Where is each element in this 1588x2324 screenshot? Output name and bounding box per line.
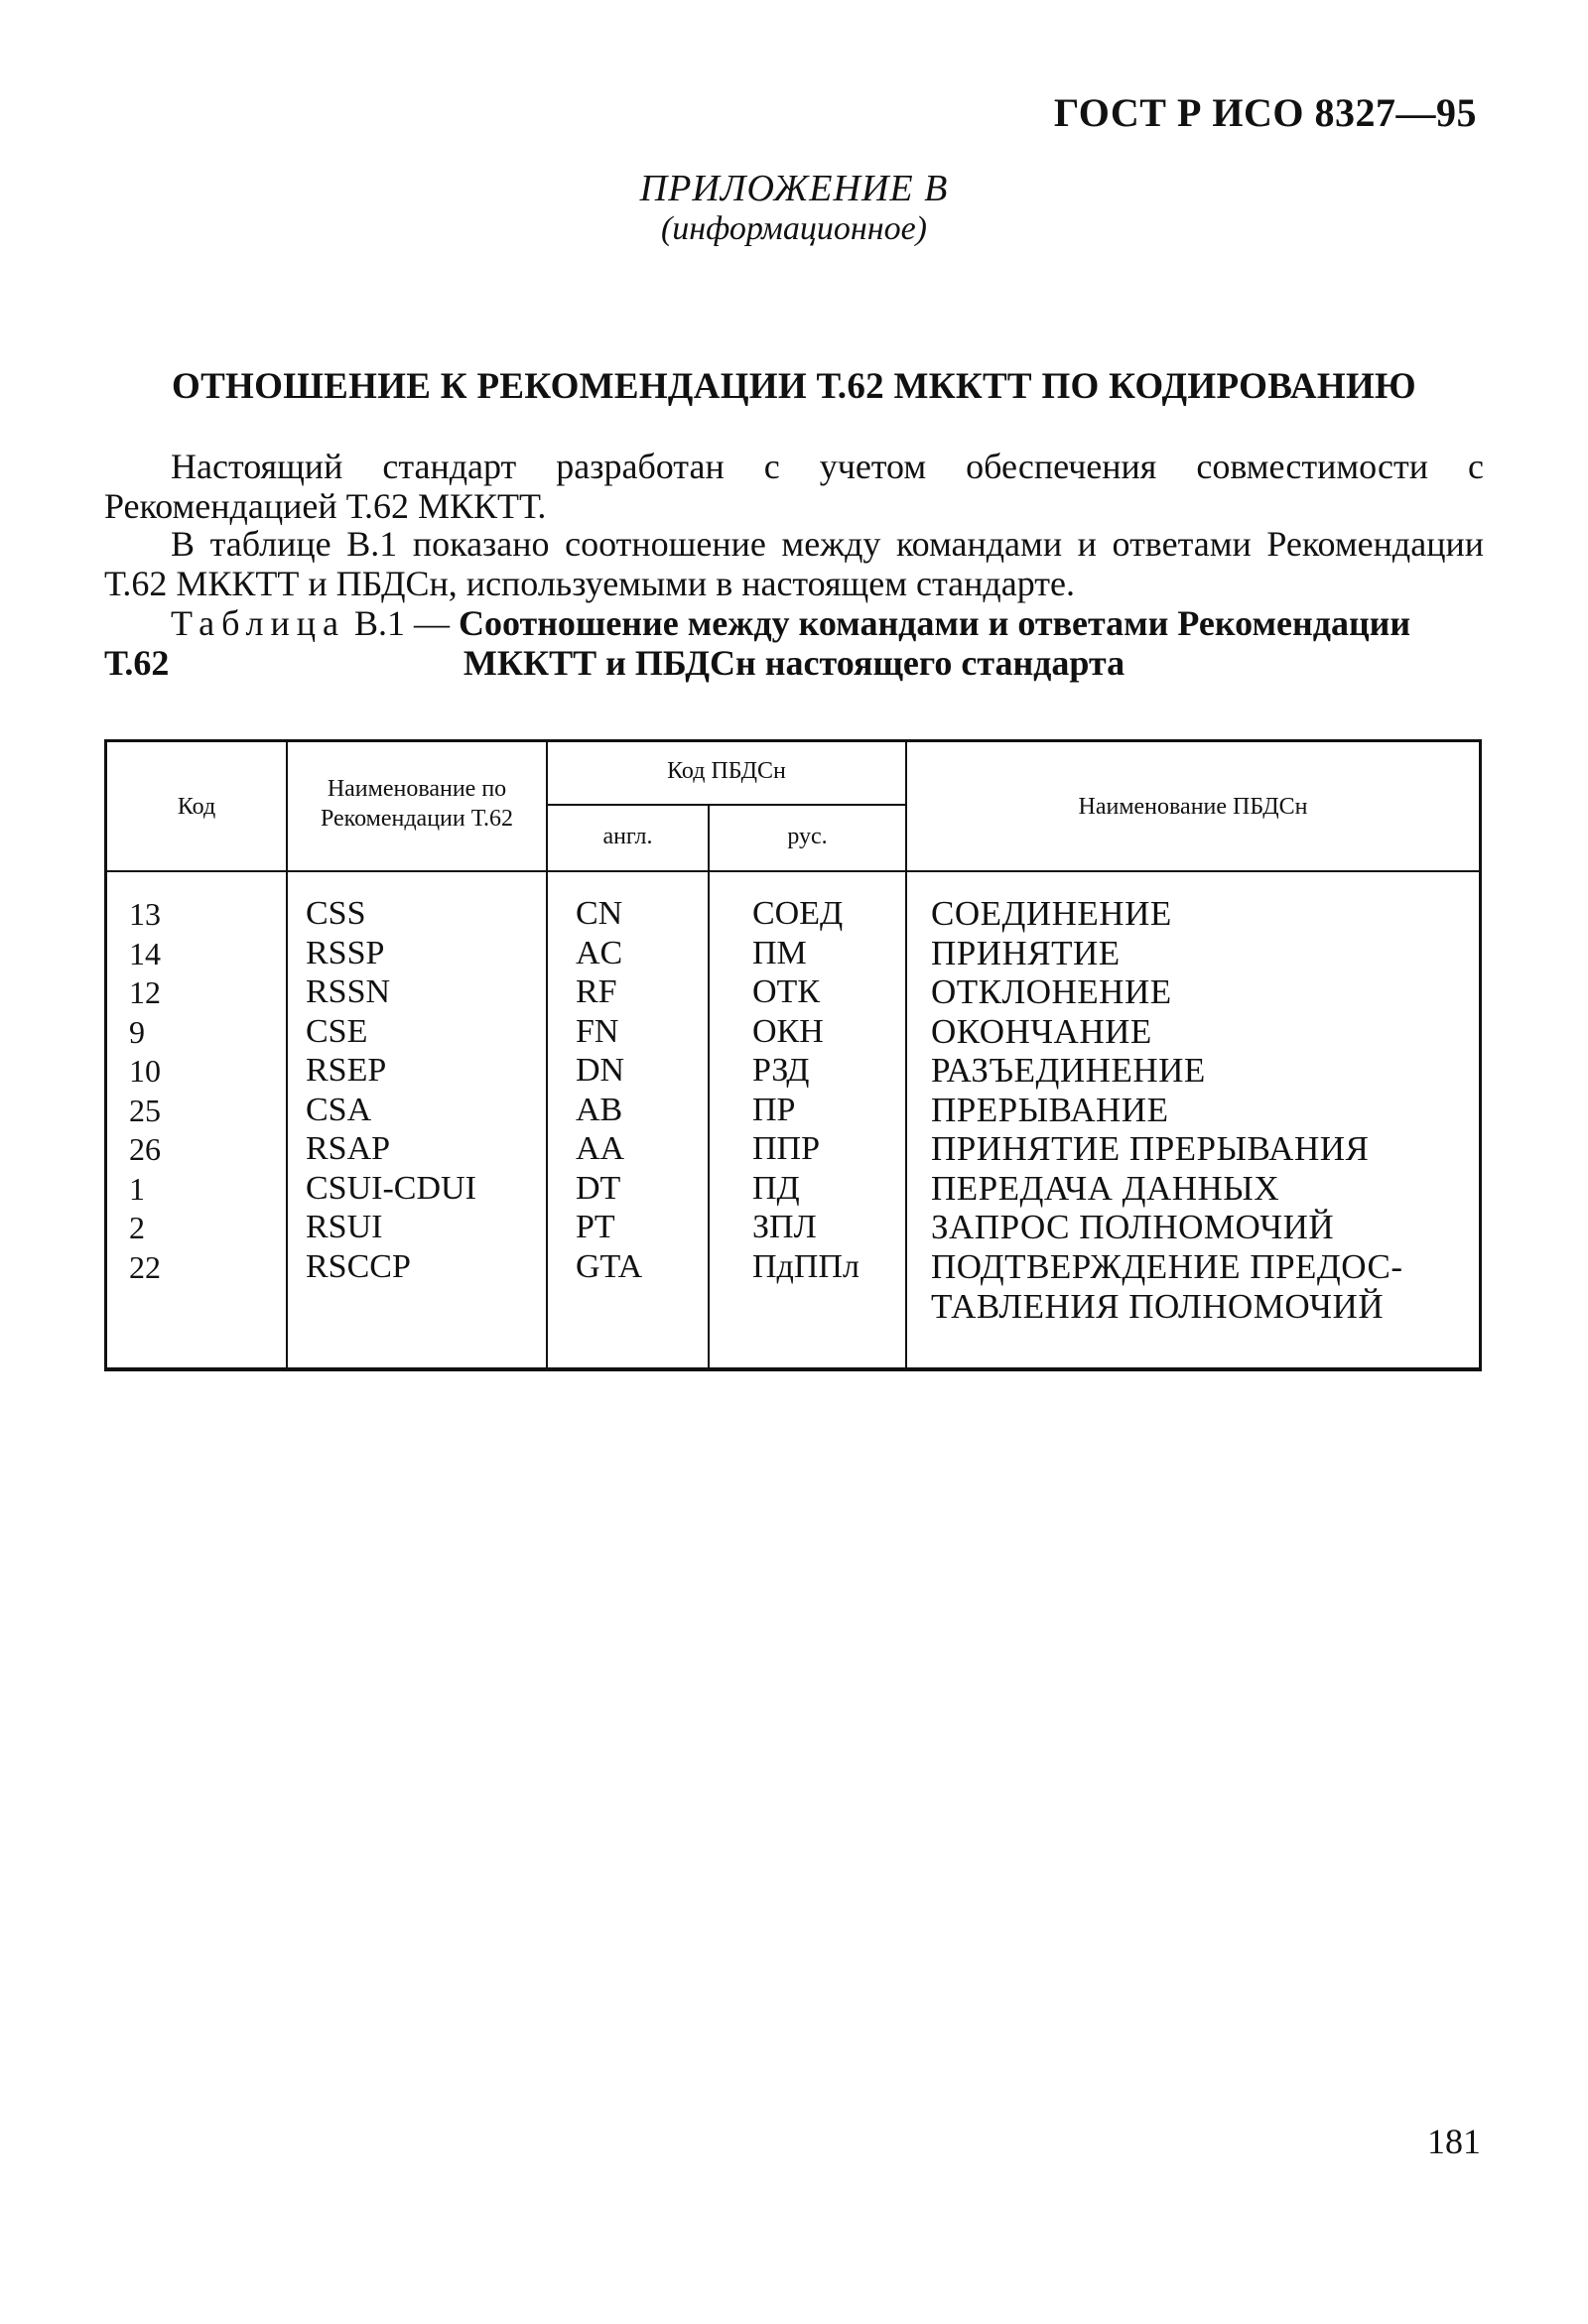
cell-ru: ОТК bbox=[752, 973, 820, 1010]
cell-ru: ППР bbox=[752, 1130, 821, 1167]
table-row bbox=[107, 972, 1479, 1012]
page-number: 181 bbox=[1427, 2122, 1481, 2161]
cell-t62: RSAP bbox=[306, 1130, 391, 1167]
cell-en: DT bbox=[576, 1169, 621, 1207]
table-row bbox=[107, 1169, 1479, 1209]
cell-en: CN bbox=[576, 895, 623, 932]
header-ru: рус. bbox=[787, 824, 828, 849]
cell-t62: RSCCP bbox=[306, 1247, 411, 1285]
table-row bbox=[107, 1129, 1479, 1169]
table-row bbox=[107, 1012, 1479, 1052]
cell-t62: RSUI bbox=[306, 1209, 383, 1245]
table-row bbox=[107, 894, 1479, 934]
paragraph-1: Настоящий стандарт разработан с учетом обеспечения совместимости с Рекомендацией Т.62 МККТТ. bbox=[104, 447, 1484, 526]
cell-name: ОТКЛОНЕНИЕ bbox=[931, 972, 1172, 1011]
cell-ru: СОЕД bbox=[752, 895, 844, 932]
cell-t62: CSA bbox=[306, 1091, 372, 1128]
table-caption-title: Соотношение между командами и ответами Рекомендации Т.62 bbox=[104, 603, 1411, 683]
header-sub-divider bbox=[546, 804, 905, 806]
cell-t62: CSE bbox=[306, 1012, 368, 1050]
cell-t62: RSEP bbox=[306, 1052, 387, 1089]
main-title: ОТНОШЕНИЕ К РЕКОМЕНДАЦИИ Т.62 МККТТ ПО КОДИРОВАНИЮ bbox=[171, 366, 1416, 407]
cell-en: AB bbox=[576, 1091, 623, 1128]
table-caption-number: В.1 — bbox=[344, 603, 459, 643]
cell-name: ПРИНЯТИЕ ПРЕРЫВАНИЯ bbox=[931, 1129, 1370, 1168]
table-caption-line2: МККТТ и ПБДСн настоящего стандарта bbox=[463, 643, 1125, 683]
cell-ru: ЗПЛ bbox=[752, 1209, 817, 1245]
table-caption-label: Таблица bbox=[171, 603, 345, 643]
cell-code: 1 bbox=[129, 1170, 145, 1207]
cell-name: ЗАПРОС ПОЛНОМОЧИЙ bbox=[931, 1208, 1335, 1246]
cell-ru: ПР bbox=[752, 1091, 796, 1128]
header-pbdsn-name: Наименование ПБДСн bbox=[1078, 794, 1308, 820]
cell-name: ОКОНЧАНИЕ bbox=[931, 1011, 1152, 1051]
cell-code: 2 bbox=[129, 1210, 145, 1245]
table-row bbox=[107, 1091, 1479, 1130]
cell-t62: RSSP bbox=[306, 934, 385, 971]
cell-code: 10 bbox=[129, 1053, 161, 1089]
cell-name: ПОДТВЕРЖДЕНИЕ ПРЕДОС-ТАВЛЕНИЯ ПОЛНОМОЧИЙ bbox=[931, 1246, 1403, 1326]
cell-name: ПРЕРЫВАНИЕ bbox=[931, 1090, 1169, 1129]
table-row bbox=[107, 1247, 1479, 1327]
cell-code: 9 bbox=[129, 1013, 145, 1050]
cell-ru: РЗД bbox=[752, 1052, 810, 1089]
paragraph-2: В таблице В.1 показано соотношение между командами и ответами Рекомендации Т.62 МККТТ и ПБДСн, используемыми в настоящем стандарте. bbox=[104, 524, 1484, 603]
cell-t62: CSUI-CDUI bbox=[306, 1169, 476, 1207]
cell-ru: ОКН bbox=[752, 1012, 824, 1050]
header-en: англ. bbox=[602, 824, 653, 849]
table-rows bbox=[107, 894, 1479, 1327]
cell-en: RF bbox=[576, 973, 617, 1010]
cell-code: 22 bbox=[129, 1248, 161, 1285]
cell-name: РАЗЪЕДИНЕНИЕ bbox=[931, 1051, 1206, 1090]
header-code: Код bbox=[177, 794, 216, 820]
table-row bbox=[107, 1051, 1479, 1091]
cell-name: ПРИНЯТИЕ bbox=[931, 933, 1121, 972]
cell-en: DN bbox=[576, 1052, 625, 1089]
cell-en: AA bbox=[576, 1130, 625, 1167]
cell-en: PT bbox=[576, 1209, 615, 1245]
header-pbdsn-code: Код ПБДСн bbox=[667, 758, 786, 784]
cell-code: 13 bbox=[129, 896, 161, 932]
cell-code: 14 bbox=[129, 935, 161, 971]
appendix-subtitle: (информационное) bbox=[660, 210, 928, 247]
cell-ru: ПД bbox=[752, 1169, 800, 1207]
data-table bbox=[104, 739, 1482, 1371]
cell-en: GTA bbox=[576, 1247, 643, 1285]
cell-t62: RSSN bbox=[306, 973, 391, 1010]
cell-en: FN bbox=[576, 1012, 619, 1050]
table-row bbox=[107, 1208, 1479, 1247]
cell-en: AC bbox=[576, 934, 623, 971]
header-t62-name: Наименование по Рекомендации Т.62 bbox=[320, 776, 513, 832]
appendix-title: ПРИЛОЖЕНИЕ В bbox=[639, 168, 949, 209]
cell-name: ПЕРЕДАЧА ДАННЫХ bbox=[931, 1168, 1280, 1208]
cell-ru: ПдППл bbox=[752, 1247, 860, 1285]
table-row bbox=[107, 934, 1479, 973]
cell-code: 12 bbox=[129, 974, 161, 1010]
cell-code: 25 bbox=[129, 1092, 161, 1128]
cell-name: СОЕДИНЕНИЕ bbox=[931, 894, 1172, 933]
table-body bbox=[104, 872, 1482, 1371]
document-code: ГОСТ Р ИСО 8327—95 bbox=[1053, 90, 1477, 135]
cell-t62: CSS bbox=[306, 895, 366, 932]
table-header bbox=[104, 739, 1482, 872]
cell-code: 26 bbox=[129, 1131, 161, 1167]
cell-ru: ПМ bbox=[752, 934, 807, 971]
